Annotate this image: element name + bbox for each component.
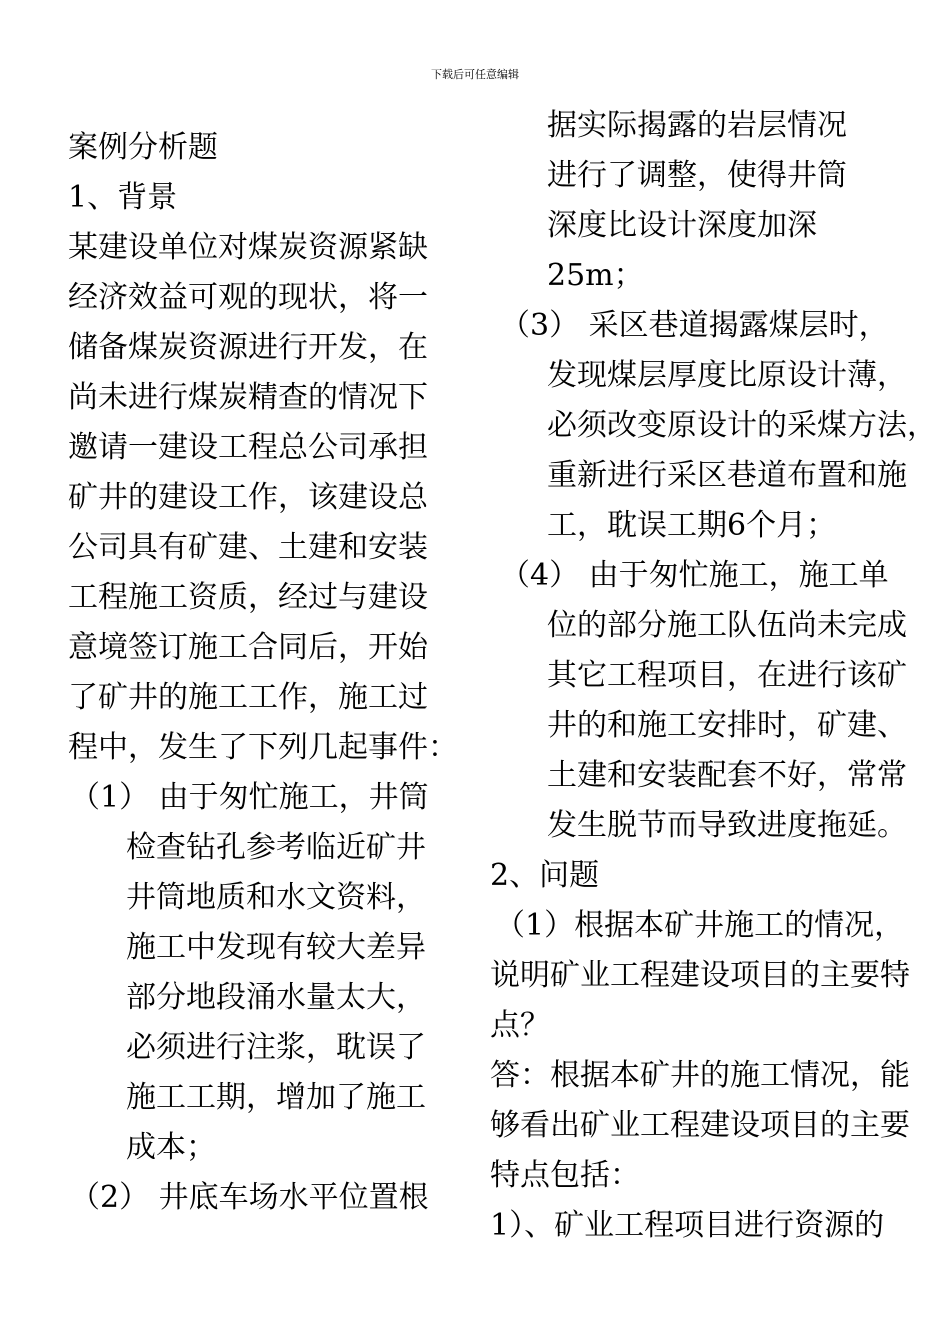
text-line: 土建和安装配套不好，常常 (547, 758, 907, 793)
text-line: 经济效益可观的现状，将一 (68, 280, 428, 315)
text-line: 某建设单位对煤炭资源紧缺 (68, 230, 428, 265)
text-line: 工，耽误工期6个月； (547, 508, 837, 543)
text-line: 部分地段涌水量太大， (126, 980, 426, 1015)
text-line: 储备煤炭资源进行开发，在 (68, 330, 428, 365)
text-line: 据实际揭露的岩层情况 (547, 108, 847, 143)
text-line: 公司具有矿建、土建和安装 (68, 530, 428, 565)
page-header: 下载后可任意编辑 (431, 68, 519, 81)
text-line: 25m； (547, 258, 644, 293)
text-line: 施工工期，增加了施工 (126, 1080, 426, 1115)
text-line: 成本； (126, 1130, 216, 1165)
text-line: 答：根据本矿井的施工情况，能 (490, 1058, 910, 1093)
text-line: 说明矿业工程建设项目的主要特 (490, 958, 910, 993)
text-line: 1、背景 (68, 180, 178, 215)
text-line: 必须改变原设计的采煤方法， (547, 408, 937, 443)
text-line: 尚未进行煤炭精查的情况下 (68, 380, 428, 415)
text-line: 发现煤层厚度比原设计薄， (547, 358, 907, 393)
text-line: 必须进行注浆，耽误了 (126, 1030, 426, 1065)
text-line: 够看出矿业工程建设项目的主要 (490, 1108, 910, 1143)
text-line: 其它工程项目，在进行该矿 (547, 658, 907, 693)
text-line: 井的和施工安排时，矿建、 (547, 708, 907, 743)
text-line: （2） 井底车场水平位置根 (70, 1180, 429, 1215)
text-line: 2、问题 (490, 858, 600, 893)
text-line: 井筒地质和水文资料， (126, 880, 426, 915)
text-line: 深度比设计深度加深 (547, 208, 817, 243)
text-line: 进行了调整，使得井筒 (547, 158, 847, 193)
text-line: 施工中发现有较大差异 (126, 930, 426, 965)
text-line: （1） 由于匆忙施工，井筒 (70, 780, 429, 815)
text-line: 位的部分施工队伍尚未完成 (547, 608, 907, 643)
text-line: 1）、矿业工程项目进行资源的 (490, 1208, 885, 1243)
text-line: （3） 采区巷道揭露煤层时， (500, 308, 889, 343)
text-line: 特点包括： (490, 1158, 640, 1193)
text-line: 检查钻孔参考临近矿井 (126, 830, 426, 865)
text-line: （1）根据本矿井施工的情况， (495, 908, 905, 943)
text-line: 程中，发生了下列几起事件： (68, 730, 458, 765)
text-line: 发生脱节而导致进度拖延。 (547, 808, 907, 843)
text-line: 案例分析题 (68, 130, 218, 165)
text-line: 点？ (490, 1008, 550, 1043)
text-line: 重新进行采区巷道布置和施 (547, 458, 907, 493)
text-line: 邀请一建设工程总公司承担 (68, 430, 428, 465)
text-line: 矿井的建设工作，该建设总 (68, 480, 428, 515)
text-line: （4） 由于匆忙施工，施工单 (500, 558, 889, 593)
text-line: 意境签订施工合同后，开始 (68, 630, 428, 665)
text-line: 了矿井的施工工作，施工过 (68, 680, 428, 715)
text-line: 工程施工资质，经过与建设 (68, 580, 428, 615)
